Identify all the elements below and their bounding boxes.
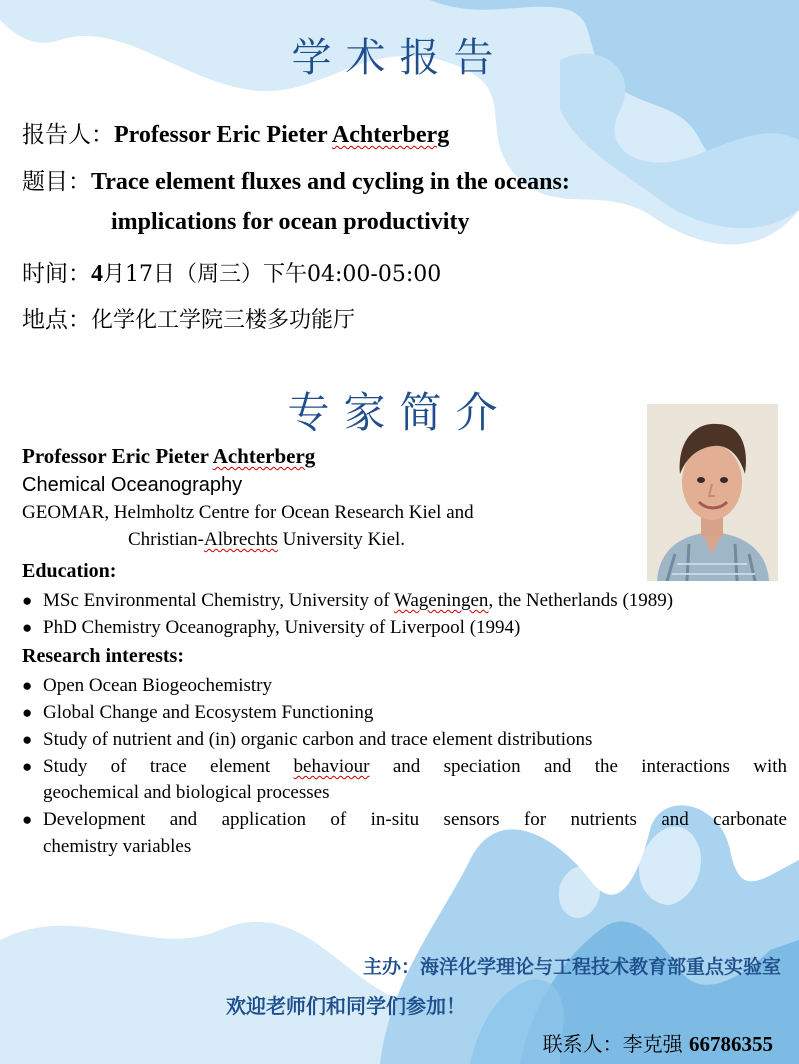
- bullet-icon: ●: [22, 618, 33, 637]
- bio-department: Chemical Oceanography: [22, 474, 243, 496]
- place-line: [22, 301, 355, 334]
- r4-ul: behaviour: [293, 756, 370, 777]
- contact-line: [543, 1028, 773, 1057]
- bio-name-text: Professor Eric Pieter: [22, 444, 213, 468]
- research-item: [22, 673, 787, 699]
- sponsor-line: 主办：海洋化学理论与工程技术教育部重点实验室: [362, 956, 781, 978]
- research-item-cont: [22, 780, 787, 806]
- research-2: Global Change and Ecosystem Functioning: [43, 702, 374, 723]
- research-item-cont: [22, 834, 787, 860]
- speaker-surname: Achterberg: [331, 122, 450, 148]
- edu1-pre: MSc Environmental Chemistry, University of: [43, 590, 394, 611]
- research-item: [22, 727, 787, 753]
- research-5-line2: chemistry variables: [43, 836, 192, 857]
- research-item: [22, 754, 787, 780]
- time-value: 月17日（周三）下午04:00-05:00: [103, 262, 442, 287]
- topic-text-2: implications for ocean productivity: [111, 209, 470, 235]
- topic-label: 题目：: [22, 169, 91, 195]
- topic-text-1: Trace element fluxes and cycling in the oceans:: [91, 169, 570, 195]
- r4-pre: Study of trace element: [43, 756, 294, 777]
- topic-line-2: [111, 209, 469, 236]
- speaker-photo: [647, 404, 778, 581]
- bullet-icon: ●: [22, 730, 33, 749]
- bio-title: 专家简介: [287, 388, 512, 437]
- time-label: 时间：: [22, 261, 91, 287]
- research-heading: Research interests:: [22, 645, 184, 667]
- research-3: Study of nutrient and (in) organic carbon and trace element distributions: [43, 729, 593, 750]
- bio-name-surname: Achterberg: [212, 444, 316, 468]
- edu2-text: PhD Chemistry Oceanography, University of Liverpool (1994): [43, 617, 521, 638]
- bio-affiliation-2: [128, 529, 405, 551]
- contact-label: 联系人：李克强: [542, 1032, 689, 1056]
- speaker-line: [22, 116, 449, 149]
- r4-post: and speciation and the interactions with: [369, 756, 787, 777]
- education-item: [22, 588, 787, 614]
- bullet-icon: ●: [22, 810, 33, 829]
- research-item: [22, 807, 787, 833]
- topic-line: [22, 163, 570, 196]
- education-item: [22, 615, 787, 641]
- bio-affiliation-1: GEOMAR, Helmholtz Centre for Ocean Research Kiel and: [22, 502, 474, 523]
- edu1-ul: Wageningen: [393, 590, 489, 611]
- research-item: [22, 700, 787, 726]
- bullet-icon: ●: [22, 591, 33, 610]
- place-label: 地点：: [22, 307, 91, 333]
- edu1-post: , the Netherlands (1989): [488, 590, 674, 611]
- contact-phone: 66786355: [689, 1032, 773, 1056]
- bio-name: [22, 444, 315, 469]
- speaker-label: 报告人：: [22, 122, 114, 148]
- bullet-icon: ●: [22, 757, 33, 776]
- welcome-line: 欢迎老师们和同学们参加！: [226, 994, 466, 1018]
- research-4-line2: geochemical and biological processes: [43, 782, 330, 803]
- bullet-icon: ●: [22, 676, 33, 695]
- time-line: [22, 255, 441, 288]
- research-5-line1: Development and application of in-situ sensors for nutrients and carbonate: [43, 809, 787, 830]
- aff-pre: Christian-: [128, 529, 204, 550]
- research-1: Open Ocean Biogeochemistry: [43, 675, 272, 696]
- speaker-name: Professor Eric Pieter: [114, 122, 332, 148]
- page-title: 学术报告: [291, 35, 508, 81]
- education-heading: Education:: [22, 560, 117, 582]
- place-value: 化学化工学院三楼多功能厅: [91, 308, 356, 333]
- aff-post: University Kiel.: [277, 529, 406, 550]
- aff-ul: Albrechts: [204, 529, 278, 550]
- time-month: 4: [91, 261, 103, 287]
- bullet-icon: ●: [22, 703, 33, 722]
